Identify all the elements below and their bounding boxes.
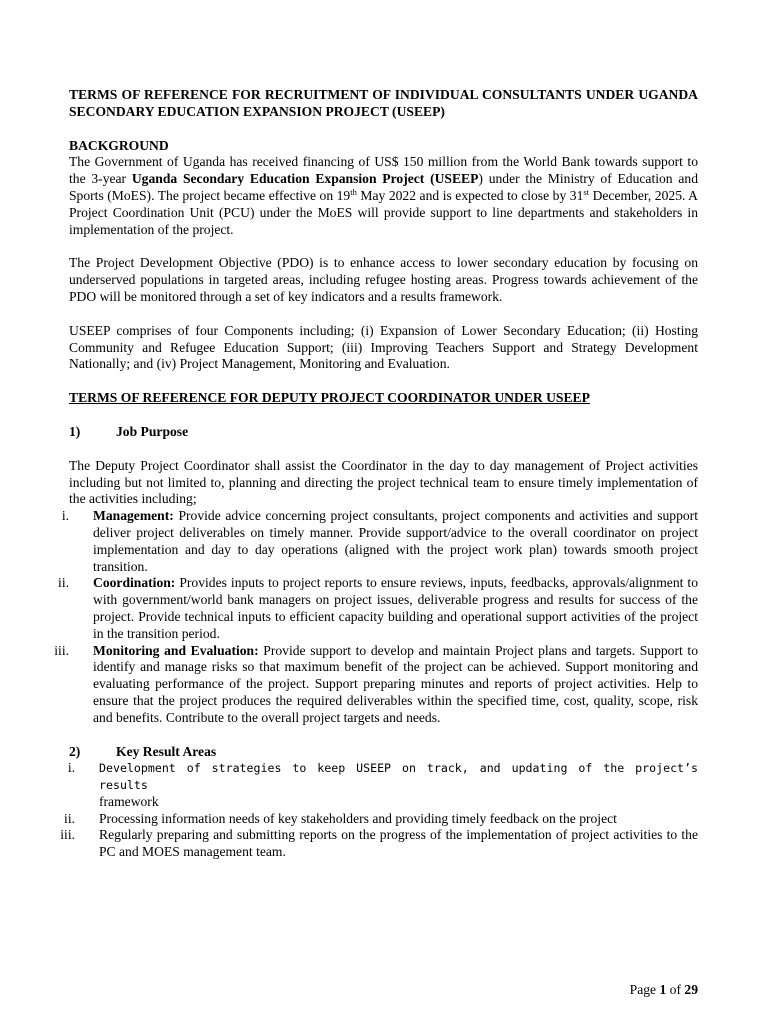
job-purpose-title: Job Purpose [116, 423, 189, 439]
job-purpose-list [54, 508, 698, 726]
p1-text-a: The Government of Uganda has received financing of US$ 150 million from the World Bank towards support to the 3-year [69, 154, 698, 187]
list-number: ii. [58, 575, 69, 591]
project-name-bold: Uganda Secondary Education Expansion Project (USEEP [131, 171, 479, 187]
item-label: Monitoring and Evaluation: [93, 642, 259, 658]
item-label: Management: [93, 508, 174, 524]
document-title: TERMS OF REFERENCE FOR RECRUITMENT OF INDIVIDUAL CONSULTANTS UNDER UGANDA SECONDARY EDUCATION EXPANSION PROJECT (USEEP) [69, 87, 698, 119]
item-text: Provide support to develop and maintain Project plans and targets. Support to identify and manage risks so that maximum benefit of the project can be achieved. Support monitoring and evaluating performance of the project. Support preparing minutes and reports of project activities. Help to ensure that the project produces the required deliverables within the specified time, cost, quality, scope, risk and benefits. Contribute to the overall project targets and needs. [93, 642, 698, 725]
item-text: Provide advice concerning project consultants, project components and activities and support deliver project deliverables on timely manner. Provide support/advice to the overall coordinator on project implementation and day to day operations (aligned with the project work plan) towards smooth project transition. [93, 508, 698, 574]
background-paragraph-2: The Project Development Objective (PDO) is to enhance access to lower secondary education by focusing on underserved populations in targeted areas, including refugee hosting areas. Progress towards achievement of the PDO will be monitored through a set of key indicators and a results framework. [69, 255, 698, 304]
superscript-st: st [583, 186, 590, 197]
item-text-mono: Development of strategies to keep USEEP on track, and updating of the project’s results [99, 761, 698, 793]
background-paragraph-3: USEEP comprises of four Components including; (i) Expansion of Lower Secondary Education; (ii) Hosting Community and Refugee Education Support; (iii) Improving Teachers Support and Strategy Development Nationally; and (iv) Project Management, Monitoring and Evaluation. [69, 322, 698, 372]
item-text: Provides inputs to project reports to ensure reviews, inputs, feedbacks, approvals/alignment to with government/world bank managers on project issues, deliverable progress and results for success of the project. Provide technical inputs to efficient capacity building and operational support activities of the project in the transition period. [93, 575, 698, 641]
page-prefix: Page [629, 982, 660, 997]
list-number: iii. [60, 827, 75, 843]
item-label: Coordination: [93, 575, 176, 591]
job-purpose-number: 1) [69, 423, 81, 439]
background-paragraph-1 [69, 154, 698, 238]
tor-heading: TERMS OF REFERENCE FOR DEPUTY PROJECT COORDINATOR UNDER USEEP [69, 390, 590, 406]
list-item [61, 508, 698, 575]
document-page [54, 87, 698, 861]
page-of: of [666, 982, 685, 997]
list-item [54, 642, 698, 727]
job-purpose-intro: The Deputy Project Coordinator shall assist the Coordinator in the day to day management of Project activities including but not limited to, planning and directing the project technical team to ensure timely implementation of the activities including; [69, 457, 698, 507]
list-item [60, 827, 698, 861]
superscript-th: th [350, 186, 357, 197]
key-results-title: Key Result Areas [116, 743, 217, 759]
page-total: 29 [684, 982, 698, 997]
page-number [630, 982, 698, 999]
list-number: iii. [54, 642, 69, 658]
list-number: i. [67, 760, 75, 776]
item-text: framework [99, 793, 159, 809]
p1-text-c: May 2022 and is expected to close by 31 [356, 187, 584, 203]
key-results-list [60, 760, 698, 861]
list-item [64, 810, 698, 828]
background-heading: BACKGROUND [69, 137, 169, 153]
p1-text-b: ) under the Ministry of Education and Sports (MoES). The project became effective on 19 [69, 171, 698, 203]
p1-text-d: December, 2025. A Project Coordination Unit (PCU) under the MoES will provide support to line departments and stakeholders in implementation of the project. [69, 187, 698, 237]
list-item [58, 575, 698, 642]
list-number: ii. [64, 810, 75, 826]
page-current: 1 [659, 982, 667, 997]
item-text: Processing information needs of key stakeholders and providing timely feedback on the project [99, 810, 617, 826]
list-number: i. [61, 508, 69, 524]
key-results-heading [69, 744, 698, 761]
job-purpose-heading [69, 424, 698, 441]
key-results-number: 2) [69, 743, 81, 759]
item-text: Regularly preparing and submitting reports on the progress of the implementation of project activities to the PC and MOES management team. [99, 827, 698, 860]
list-item [69, 760, 698, 810]
